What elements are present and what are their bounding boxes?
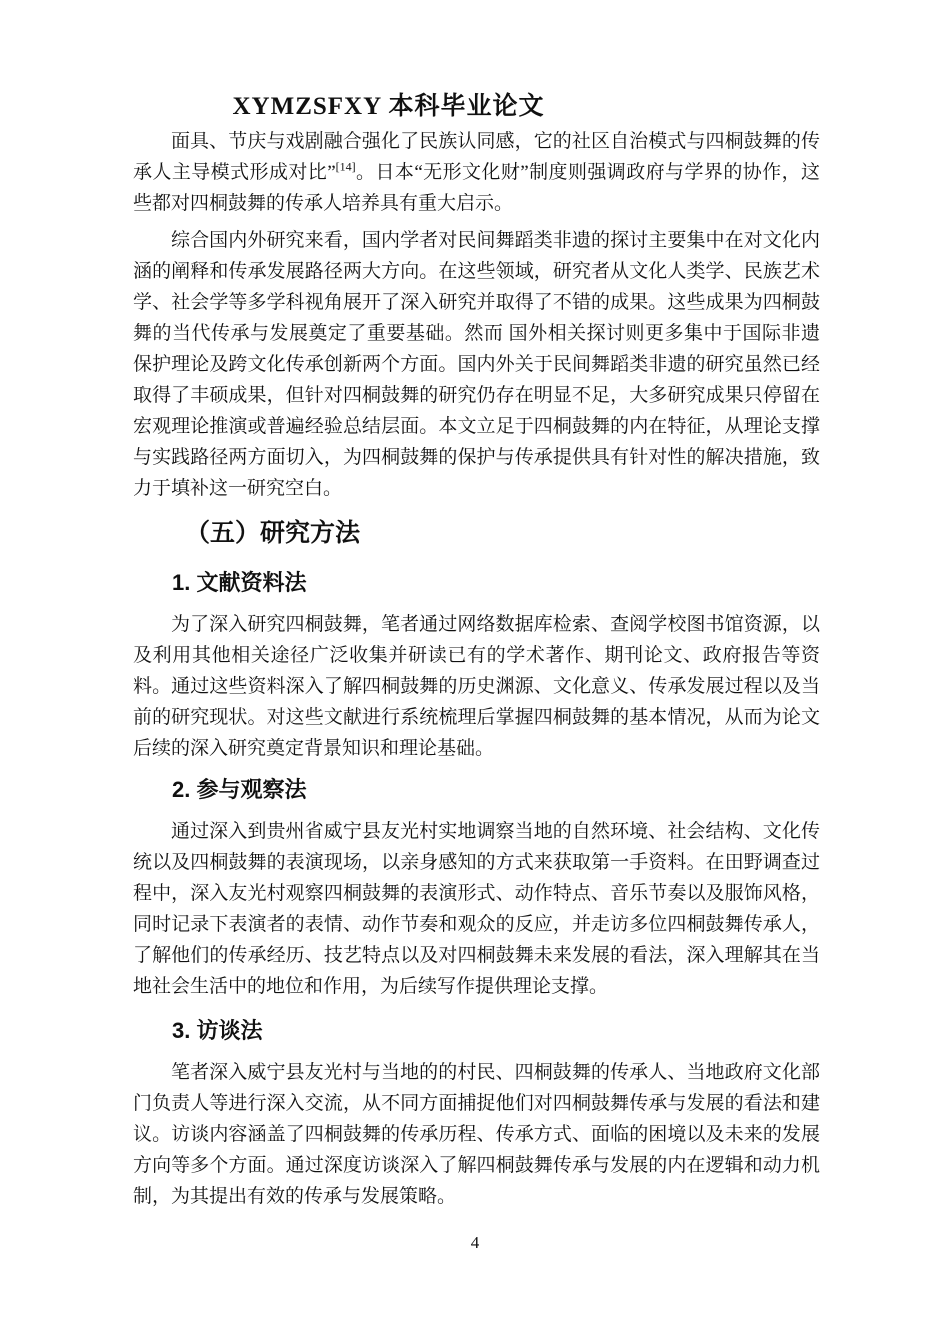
page-header: XYMZSFXY 本科毕业论文 <box>232 93 545 120</box>
subsection-heading-literature-method: 1. 文献资料法 <box>172 570 307 595</box>
subsection-heading-interview-method: 3. 访谈法 <box>172 1018 263 1043</box>
page-number: 4 <box>470 1233 480 1252</box>
paragraph-literature-method: 为了深入研究四桐鼓舞，笔者通过网络数据库检索、查阅学校图书馆资源，以及利用其他相关途径广泛收集并研读已有的学术著作、期刊论文、政府报告等资料。通过这些资料深入了解四桐鼓舞的历史渊源、文化意义、传承发展过程以及当前的研究现状。对这些文献进行系统梳理后掌握四桐鼓舞的基本情况，从而为论文后续的深入研究奠定背景知识和理论基础。 <box>133 614 820 759</box>
paragraph-interview-method: 笔者深入威宁县友光村与当地的的村民、四桐鼓舞的传承人、当地政府文化部门负责人等进行深入交流，从不同方面捕捉他们对四桐鼓舞传承与发展的看法和建议。访谈内容涵盖了四桐鼓舞的传承历程、传承方式、面临的困境以及未来的发展方向等多个方面。通过深度访谈深入了解四桐鼓舞传承与发展的内在逻辑和动力机制，为其提出有效的传承与发展策略。 <box>133 1062 820 1207</box>
text-column <box>133 92 820 1212</box>
paragraph-literature-review-summary: 综合国内外研究来看，国内学者对民间舞蹈类非遗的探讨主要集中在对文化内涵的阐释和传承发展路径两大方向。在这些领域，研究者从文化人类学、民族艺术学、社会学等多学科视角展开了深入研究并取得了不错的成果。这些成果为四桐鼓舞的当代传承与发展奠定了重要基础。然而 国外相关探讨则更多集中于国际非遗保护理论及跨文化传承创新两个方面。国内外关于民间舞蹈类非遗的研究虽然已经取得了丰硕成果，但针对四桐鼓舞的研究仍存在明显不足，大多研究成果只停留在宏观理论推演或普遍经验总结层面。本文立足于四桐鼓舞的内在特征，从理论支撑与实践路径两方面切入，为四桐鼓舞的保护与传承提供具有针对性的解决措施，致力于填补这一研究空白。 <box>133 230 820 499</box>
section-heading-research-methods: （五）研究方法 <box>185 519 361 547</box>
paragraph-intro-text-before-citation: 面具、节庆与戏剧融合强化了民族认同感，它的社区自治模式与四桐鼓舞的传承人主导模式形成对比” <box>133 131 820 183</box>
paragraph-participant-observation: 通过深入到贵州省威宁县友光村实地调察当地的自然环境、社会结构、文化传统以及四桐鼓舞的表演现场，以亲身感知的方式来获取第一手资料。在田野调查过程中，深入友光村观察四桐鼓舞的表演形式、动作特点、音乐节奏以及服饰风格，同时记录下表演者的表情、动作节奏和观众的反应，并走访多位四桐鼓舞传承人，了解他们的传承经历、技艺特点以及对四桐鼓舞未来发展的看法，深入理解其在当地社会生活中的地位和作用，为后续写作提供理论支撑。 <box>133 821 820 997</box>
paragraph-intro <box>133 126 820 219</box>
footnote-reference: [14] <box>335 159 356 174</box>
paragraph-intro-text-after-citation: 。日本“无形文化财”制度则强调政府与学界的协作，这些都对四桐鼓舞的传承人培养具有重大启示。 <box>133 162 820 214</box>
subsection-heading-participant-observation: 2. 参与观察法 <box>172 777 307 802</box>
